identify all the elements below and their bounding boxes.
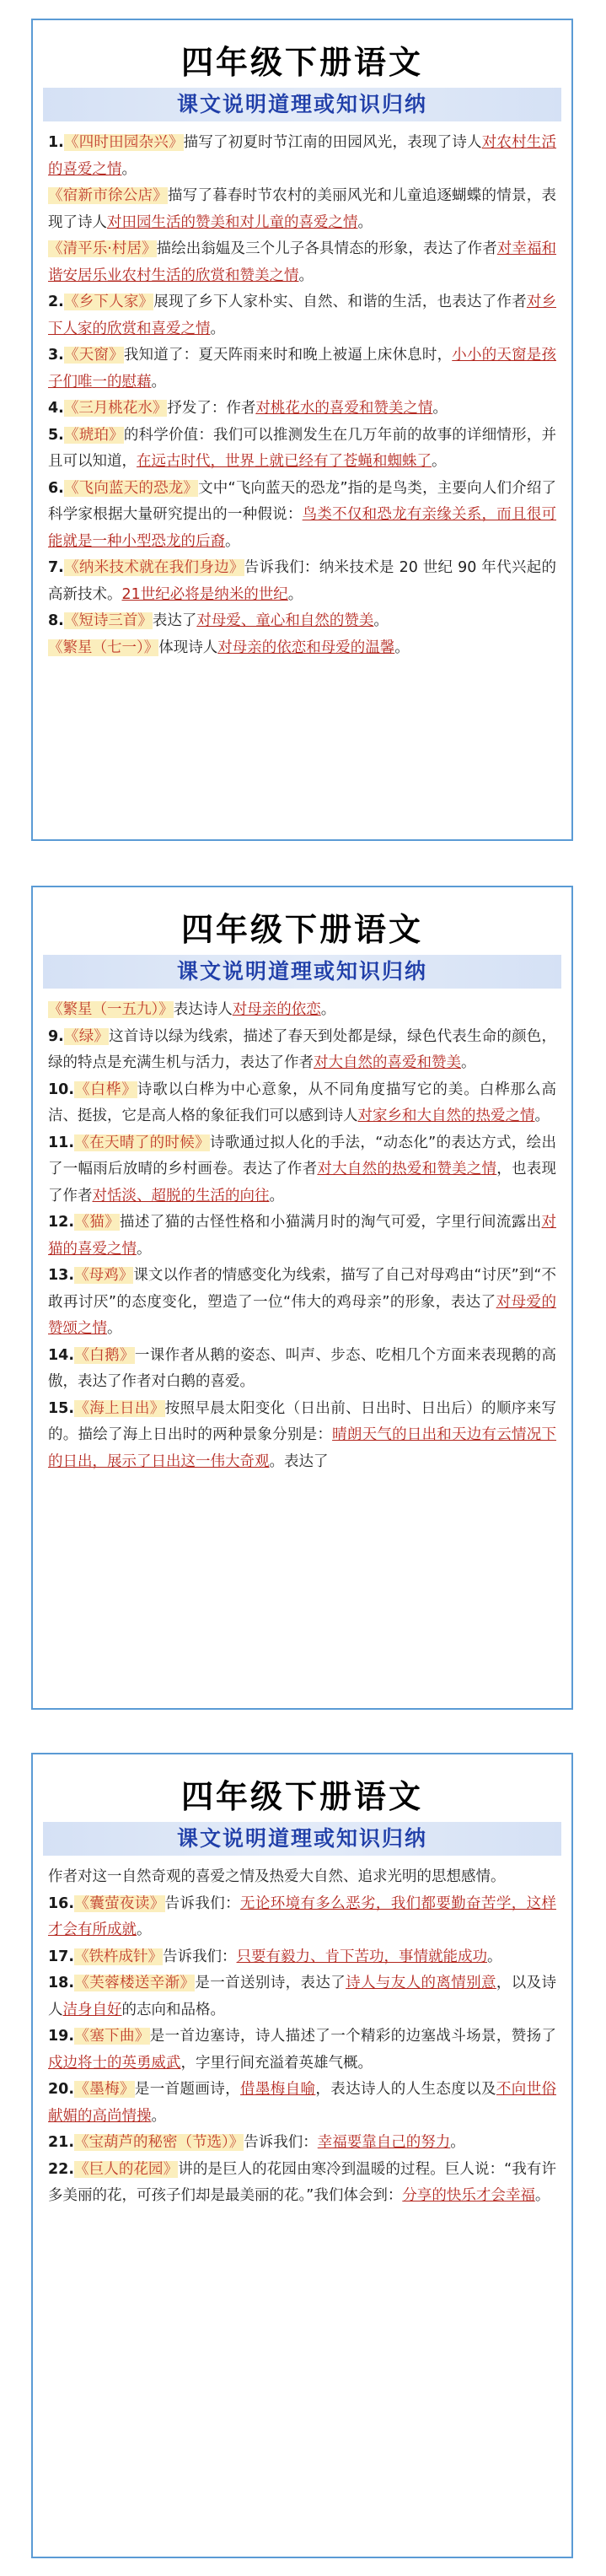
key-point: 只要有毅力、肯下苦功，事情就能成功 bbox=[236, 1948, 488, 1965]
paragraph-text: 。 bbox=[534, 2187, 550, 2204]
paragraph-text: 表达了 bbox=[152, 612, 197, 629]
paragraph-text: 。 bbox=[357, 213, 373, 231]
paragraph-text: 。 bbox=[298, 267, 314, 284]
paragraph bbox=[48, 2130, 556, 2157]
paragraph-text: ，字里行间充溢着英雄气概。 bbox=[180, 2054, 373, 2072]
lesson-title: 《海上日出》 bbox=[74, 1399, 165, 1417]
paragraph bbox=[48, 1396, 556, 1476]
paragraph-text: 是一首送别诗，表达了 bbox=[195, 1975, 346, 1991]
paragraph-text: 我知道了：夏天阵雨来时和晚上被逼上床休息时， bbox=[123, 347, 453, 364]
paragraph-text: 。 bbox=[107, 1320, 122, 1337]
paragraph-text: 告诉我们： bbox=[163, 1948, 237, 1965]
paragraph-text: 文中“飞向蓝天的恐龙”指的是鸟类，主要向人们介绍了科学家根据大量研究提出的一种假说： bbox=[48, 479, 556, 523]
lesson-title: 《塞下曲》 bbox=[74, 2028, 150, 2045]
paragraph-text: 。 bbox=[450, 2134, 465, 2151]
paragraph-text: 体现诗人 bbox=[158, 639, 218, 656]
paragraph bbox=[48, 1263, 556, 1343]
paragraph-text: ，表达诗人的人生态度以及 bbox=[315, 2081, 496, 2098]
card-1 bbox=[31, 19, 573, 841]
paragraph-text: 表达诗人 bbox=[173, 1001, 233, 1018]
paragraph bbox=[48, 1130, 556, 1210]
paragraph-text: 课文以作者的情感变化为线索，描写了自己对母鸡由“讨厌”到“不敢再讨厌”的态度变化，塑造了一位“伟大的鸡母亲”的形象，表达了 bbox=[48, 1267, 557, 1311]
key-point: 对母亲的依恋 bbox=[232, 1001, 321, 1018]
paragraph-text: 告诉我们： bbox=[244, 2134, 318, 2151]
paragraph-text: ，也表现了作者 bbox=[48, 1161, 557, 1204]
item-number: 13. bbox=[48, 1267, 75, 1284]
subtitle-bar bbox=[43, 88, 561, 121]
paragraph-text: 。 bbox=[534, 1107, 550, 1124]
paragraph-text: 诗歌以白桦为中心意象，从不同角度描写它的美。白桦那么高洁、挺拔，它是高人格的象征我们可以感到诗人 bbox=[48, 1081, 557, 1124]
lesson-title: 《囊萤夜读》 bbox=[74, 1894, 165, 1912]
card-subtitle: 课文说明道理或知识归纳 bbox=[176, 1826, 427, 1851]
paragraph bbox=[48, 1864, 556, 1891]
lesson-title: 《猫》 bbox=[74, 1214, 121, 1231]
key-point: 对母爱的赞颂之情 bbox=[48, 1293, 557, 1337]
paragraph-text: 抒发了：作者 bbox=[167, 400, 256, 417]
lesson-title: 《天窗》 bbox=[63, 347, 124, 364]
paragraph-text: 。 bbox=[432, 453, 447, 470]
lesson-title: 《墨梅》 bbox=[74, 2081, 135, 2098]
key-point: 幸福要靠自己的努力 bbox=[317, 2134, 451, 2151]
paragraph-text: 诗歌通过拟人化的手法，“动态化”的表达方式，绘出了一幅雨后放晴的乡村画卷。表达了作者 bbox=[48, 1134, 556, 1178]
lesson-title: 《白鹅》 bbox=[74, 1346, 135, 1364]
lesson-title: 《繁星（七一）》 bbox=[48, 639, 159, 656]
paragraph-text: 。 bbox=[151, 2107, 166, 2125]
item-number: 15. bbox=[48, 1399, 75, 1417]
paragraph bbox=[48, 289, 556, 342]
item-number: 2. bbox=[48, 294, 64, 310]
lesson-title: 《清平乐·村居》 bbox=[48, 240, 157, 257]
paragraph-text: 这首诗以绿为线索，描述了春天到处都是绿，绿色代表生命的颜色，绿的特点是充满生机与活力，表达了作者 bbox=[48, 1027, 557, 1071]
paragraph bbox=[48, 476, 556, 556]
lesson-title: 《纳米技术就在我们身边》 bbox=[63, 559, 244, 576]
paragraph bbox=[48, 130, 556, 183]
lesson-title: 《短诗三首》 bbox=[63, 612, 153, 629]
key-point: 不向世俗献媚的高尚情操 bbox=[48, 2081, 557, 2125]
paragraph-text: 描写了初夏时节江南的田园风光，表现了诗人 bbox=[183, 134, 482, 151]
key-point: 洁身自好 bbox=[62, 2001, 122, 2018]
key-point: 借墨梅自喻 bbox=[240, 2081, 316, 2098]
paragraph bbox=[48, 423, 556, 476]
paragraph-text: 一课作者从鹅的姿态、叫声、步态、吃相几个方面来表现鹅的高傲，表达了作者对白鹅的喜爱。 bbox=[48, 1346, 557, 1390]
paragraph-text: 。 bbox=[151, 373, 166, 391]
card-subtitle: 课文说明道理或知识归纳 bbox=[176, 959, 427, 984]
paragraph bbox=[48, 1970, 556, 2024]
paragraph-text: 是一首边塞诗，诗人描述了一个精彩的边塞战斗场景，赞扬了 bbox=[149, 2028, 557, 2045]
item-number: 22. bbox=[48, 2160, 75, 2178]
card-title: 四年级下册语文 bbox=[180, 1777, 423, 1815]
paragraph-text: 。 bbox=[287, 585, 303, 603]
key-point: 对农村生活的喜爱之情 bbox=[48, 134, 557, 178]
item-number: 17. bbox=[48, 1948, 75, 1965]
key-point: 戍边将士的英勇威武 bbox=[48, 2054, 181, 2072]
key-point: 无论环境有多么恶劣，我们都要勤奋苦学，这样才会有所成就 bbox=[48, 1894, 557, 1938]
item-number: 18. bbox=[48, 1975, 75, 1991]
paragraph-text: 。 bbox=[373, 612, 389, 629]
paragraph-text: 描写了暮春时节农村的美丽风光和儿童追逐蝴蝶的情景，表现了诗人 bbox=[48, 187, 557, 231]
paragraph-text: 。 bbox=[225, 532, 240, 550]
item-number: 19. bbox=[48, 2028, 75, 2045]
paragraph-text: 展现了乡下人家朴实、自然、和谐的生活，也表达了作者 bbox=[153, 294, 527, 310]
item-number: 6. bbox=[48, 479, 64, 497]
card-2 bbox=[31, 886, 573, 1710]
paragraph-text: 是一首题画诗， bbox=[134, 2081, 241, 2098]
lesson-title: 《白桦》 bbox=[74, 1081, 137, 1098]
paragraph bbox=[48, 236, 556, 289]
card-body bbox=[33, 989, 571, 1475]
lesson-title: 《芙蓉楼送辛渐》 bbox=[74, 1975, 196, 1991]
paragraph bbox=[48, 555, 556, 608]
paragraph-text: 。 bbox=[461, 1054, 476, 1071]
key-point: 分享的快乐才会幸福 bbox=[402, 2187, 535, 2204]
key-point: 晴朗天气的日出和天边有云情况下的日出，展示了日出这一伟大奇观 bbox=[48, 1426, 557, 1470]
key-point: 对桃花水的喜爱和赞美之情 bbox=[255, 400, 433, 417]
lesson-title: 《三月桃花水》 bbox=[63, 400, 168, 417]
card-subtitle: 课文说明道理或知识归纳 bbox=[176, 92, 427, 116]
paragraph bbox=[48, 997, 556, 1024]
item-number: 7. bbox=[48, 559, 64, 576]
paragraph-text: ，以及诗人 bbox=[48, 1975, 557, 2018]
lesson-title: 《母鸡》 bbox=[74, 1267, 134, 1284]
paragraph-text: 。 bbox=[137, 1240, 152, 1258]
paragraph-text: 。 bbox=[432, 400, 448, 417]
card-title: 四年级下册语文 bbox=[180, 43, 423, 81]
item-number: 10. bbox=[48, 1081, 75, 1098]
paragraph bbox=[48, 1077, 556, 1130]
key-point: 在远古时代，世界上就已经有了苍蝇和蜘蛛了 bbox=[137, 453, 432, 470]
key-point: 对母爱、童心和自然的赞美 bbox=[196, 612, 374, 629]
lesson-title: 《宿新市徐公店》 bbox=[48, 187, 168, 204]
key-point: 对恬淡、超脱的生活的向往 bbox=[92, 1187, 270, 1204]
key-point: 对大自然的热爱和赞美之情 bbox=[317, 1161, 497, 1178]
item-number: 9. bbox=[48, 1027, 64, 1045]
paragraph-text: 。 bbox=[210, 320, 225, 337]
paragraph bbox=[48, 608, 556, 635]
paragraph-text: 。 bbox=[394, 639, 410, 656]
paragraph bbox=[48, 342, 556, 396]
lesson-title: 《乡下人家》 bbox=[63, 294, 154, 310]
paragraph-text: 按照早晨太阳变化（日出前、日出时、日出后）的顺序来写的。描绘了海上日出时的两种景象分别是： bbox=[48, 1399, 557, 1443]
paragraph bbox=[48, 1343, 556, 1396]
item-number: 11. bbox=[48, 1134, 75, 1151]
lesson-title: 《铁杵成针》 bbox=[74, 1948, 164, 1965]
paragraph-text: 描绘出翁媪及三个儿子各具情态的形象，表达了作者 bbox=[156, 240, 497, 257]
paragraph-text: 。表达了 bbox=[269, 1452, 329, 1470]
key-point: 对乡下人家的欣赏和喜爱之情 bbox=[48, 294, 557, 337]
paragraph bbox=[48, 1210, 556, 1263]
paragraph-text: 告诉我们： bbox=[164, 1894, 241, 1912]
lesson-title: 《琥珀》 bbox=[63, 426, 124, 444]
key-point: 对幸福和谐安居乐业农村生活的欣赏和赞美之情 bbox=[48, 240, 557, 284]
item-number: 21. bbox=[48, 2134, 75, 2151]
item-number: 20. bbox=[48, 2081, 75, 2098]
item-number: 3. bbox=[48, 347, 64, 364]
lesson-title: 《在天晴了的时候》 bbox=[74, 1134, 210, 1151]
key-point: 对田园生活的赞美和对儿童的喜爱之情 bbox=[107, 213, 358, 231]
paragraph bbox=[48, 1891, 556, 1944]
key-point: 鸟类不仅和恐龙有亲缘关系，而且很可能就是一种小型恐龙的后裔 bbox=[48, 506, 557, 550]
key-point: 对大自然的喜爱和赞美 bbox=[314, 1054, 461, 1071]
paragraph bbox=[48, 2077, 556, 2130]
lesson-title: 《巨人的花园》 bbox=[74, 2160, 179, 2178]
paragraph-text: 的志向和品格。 bbox=[121, 2001, 225, 2018]
item-number: 12. bbox=[48, 1214, 75, 1231]
item-number: 4. bbox=[48, 400, 64, 417]
item-number: 16. bbox=[48, 1894, 75, 1912]
lesson-title: 《繁星（一五九）》 bbox=[48, 1001, 174, 1018]
paragraph-text: 。 bbox=[320, 1001, 336, 1018]
key-point: 小小的天窗是孩子们唯一的慰藉 bbox=[48, 347, 557, 391]
paragraph bbox=[48, 1024, 556, 1077]
paragraph bbox=[48, 396, 556, 423]
key-point: 21世纪必将是纳米的世纪 bbox=[121, 585, 288, 603]
subtitle-bar bbox=[43, 1822, 561, 1856]
item-number: 1. bbox=[48, 134, 64, 151]
paragraph-text: 。 bbox=[137, 1921, 152, 1938]
paragraph-text: 的科学价值：我们可以推测发生在几万年前的故事的详细情形，并且可以知道， bbox=[48, 426, 557, 470]
paragraph-text: 讲的是巨人的花园由寒冷到温暖的过程。巨人说：“我有许多美丽的花，可孩子们却是最美丽的花。”我们体会到： bbox=[48, 2160, 557, 2204]
paragraph bbox=[48, 2024, 556, 2077]
paragraph bbox=[48, 635, 556, 662]
paragraph bbox=[48, 183, 556, 236]
card-body bbox=[33, 1856, 571, 2210]
card-body bbox=[33, 121, 571, 661]
item-number: 5. bbox=[48, 426, 64, 444]
key-point: 对猫的喜爱之情 bbox=[48, 1214, 556, 1258]
paragraph-text: 描述了猫的古怪性格和小猫满月时的淘气可爱，字里行间流露出 bbox=[120, 1214, 542, 1231]
lesson-title: 《四时田园杂兴》 bbox=[63, 134, 184, 151]
paragraph-text: 。 bbox=[121, 160, 137, 178]
paragraph-text: 作者对这一自然奇观的喜爱之情及热爱大自然、追求光明的思想感情。 bbox=[48, 1868, 506, 1885]
paragraph-text: 。 bbox=[269, 1187, 284, 1204]
card-title: 四年级下册语文 bbox=[180, 910, 423, 948]
lesson-title: 《宝葫芦的秘密（节选）》 bbox=[74, 2134, 244, 2151]
card-3 bbox=[31, 1753, 573, 2558]
lesson-title: 《飞向蓝天的恐龙》 bbox=[63, 479, 199, 497]
key-point: 对母亲的依恋和母爱的温馨 bbox=[217, 639, 395, 656]
paragraph bbox=[48, 2157, 556, 2210]
item-number: 8. bbox=[48, 612, 64, 629]
key-point: 对家乡和大自然的热爱之情 bbox=[357, 1107, 535, 1124]
subtitle-bar bbox=[43, 955, 561, 989]
item-number: 14. bbox=[48, 1346, 75, 1364]
paragraph-text: 。 bbox=[487, 1948, 502, 1965]
lesson-title: 《绿》 bbox=[63, 1027, 110, 1045]
paragraph-text: 告诉我们：纳米技术是 20 世纪 90 年代兴起的高新技术。 bbox=[48, 559, 556, 603]
key-point: 诗人与友人的离情别意 bbox=[346, 1975, 496, 1991]
paragraph bbox=[48, 1944, 556, 1971]
